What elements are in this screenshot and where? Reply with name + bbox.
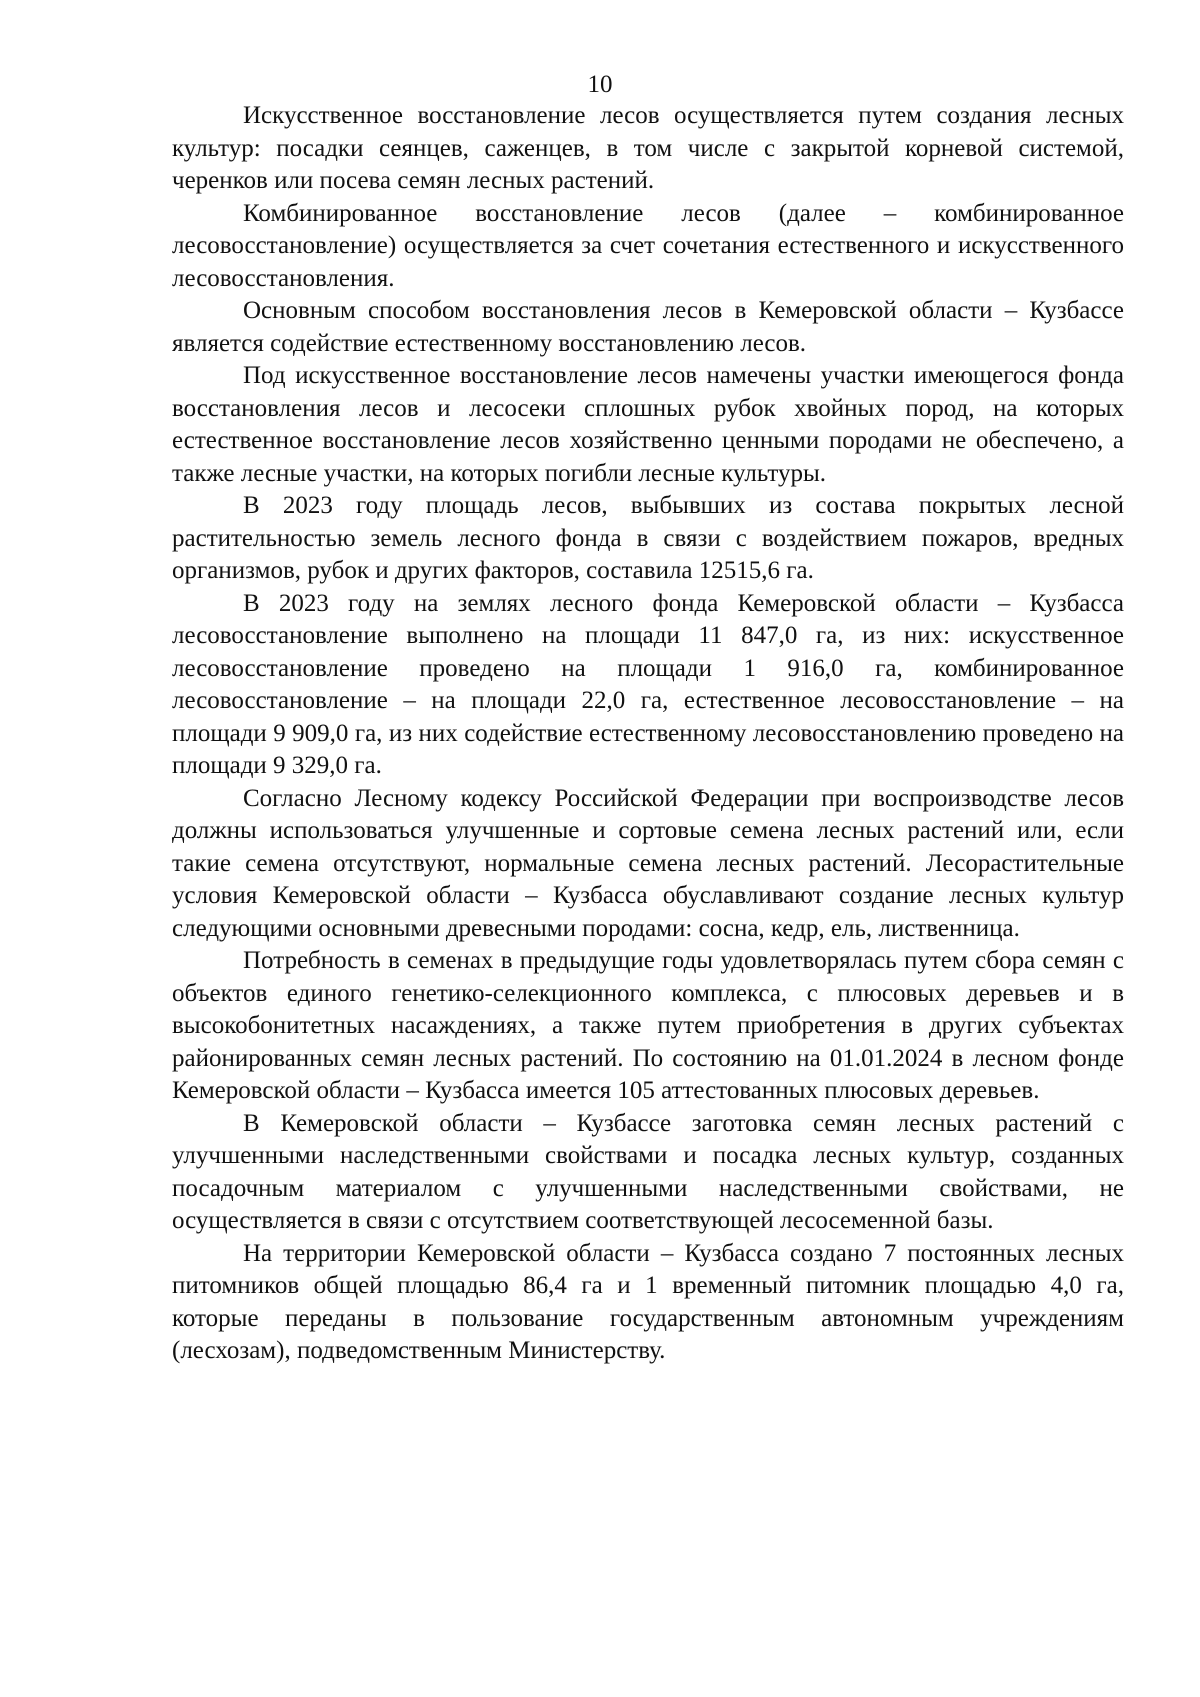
paragraph-forest-loss-2023: В 2023 году площадь лесов, выбывших из состава покрытых лесной растительностью земель лесного фонда в связи с воздействием пожаров, вредных организмов, рубок и других факторов, составила 12515,6 га. — [172, 492, 1124, 584]
page-number: 10 — [587, 71, 613, 98]
paragraph-main-method: Основным способом восстановления лесов в Кемеровской области – Кузбассе является содействие естественному восстановлению лесов. — [172, 297, 1124, 357]
paragraph-artificial-reforestation: Искусственное восстановление лесов осуществляется путем создания лесных культур: посадки сеянцев, саженцев, в том числе с закрытой корневой системой, черенков или посева семян лесных растений. — [172, 102, 1124, 194]
paragraph-combined-reforestation: Комбинированное восстановление лесов (далее – комбинированное лесовосстановление) осуществляется за счет сочетания естественного и искусственного лесовосстановления. — [172, 199, 1124, 292]
paragraph-reforestation-2023: В 2023 году на землях лесного фонда Кемеровской области – Кузбасса лесовосстановление выполнено на площади 11 847,0 га, из них: искусственное лесовосстановление проведено на площади 1 916,0 га, комбинированное лесовосстановление – на площади 22,0 га, естественное лесовосстановление – на площади 9 909,0 га, из них содействие естественному лесовосстановлению проведено на площади 9 329,0 га. — [172, 589, 1124, 779]
paragraph-nurseries: На территории Кемеровской области – Кузбасса создано 7 постоянных лесных питомников общей площадью 86,4 га и 1 временный питомник площадью 4,0 га, которые переданы в пользование государственным автономным учреждениям (лесхозам), подведомственным Министерству. — [172, 1239, 1124, 1364]
paragraph-planned-areas: Под искусственное восстановление лесов намечены участки имеющегося фонда восстановления лесов и лесосеки сплошных рубок хвойных пород, на которых естественное восстановление лесов хозяйственно ценными породами не обеспечено, а также лесные участки, на которых погибли лесные культуры. — [172, 362, 1124, 487]
paragraph-forest-code-seeds: Согласно Лесному кодексу Российской Федерации при воспроизводстве лесов должны использоваться улучшенные и сортовые семена лесных растений или, если такие семена отсутствуют, нормальные семена лесных растений. Лесорастительные условия Кемеровской области – Кузбасса обуславливают создание лесных культур следующими основными древесными породами: сосна, кедр, ель, лиственница. — [172, 784, 1124, 942]
paragraph-improved-seeds: В Кемеровской области – Кузбассе заготовка семян лесных растений с улучшенными наследственными свойствами и посадка лесных культур, созданных посадочным материалом с улучшенными наследственными свойствами, не осуществляется в связи с отсутствием соответствующей лесосеменной базы. — [172, 1109, 1124, 1234]
paragraph-seed-demand: Потребность в семенах в предыдущие годы удовлетворялась путем сбора семян с объектов единого генетико-селекционного комплекса, с плюсовых деревьев и в высокобонитетных насаждениях, а также путем приобретения в других субъектах районированных семян лесных растений. По состоянию на 01.01.2024 в лесном фонде Кемеровской области – Кузбасса имеется 105 аттестованных плюсовых деревьев. — [172, 947, 1124, 1104]
document-body — [172, 100, 1124, 1368]
